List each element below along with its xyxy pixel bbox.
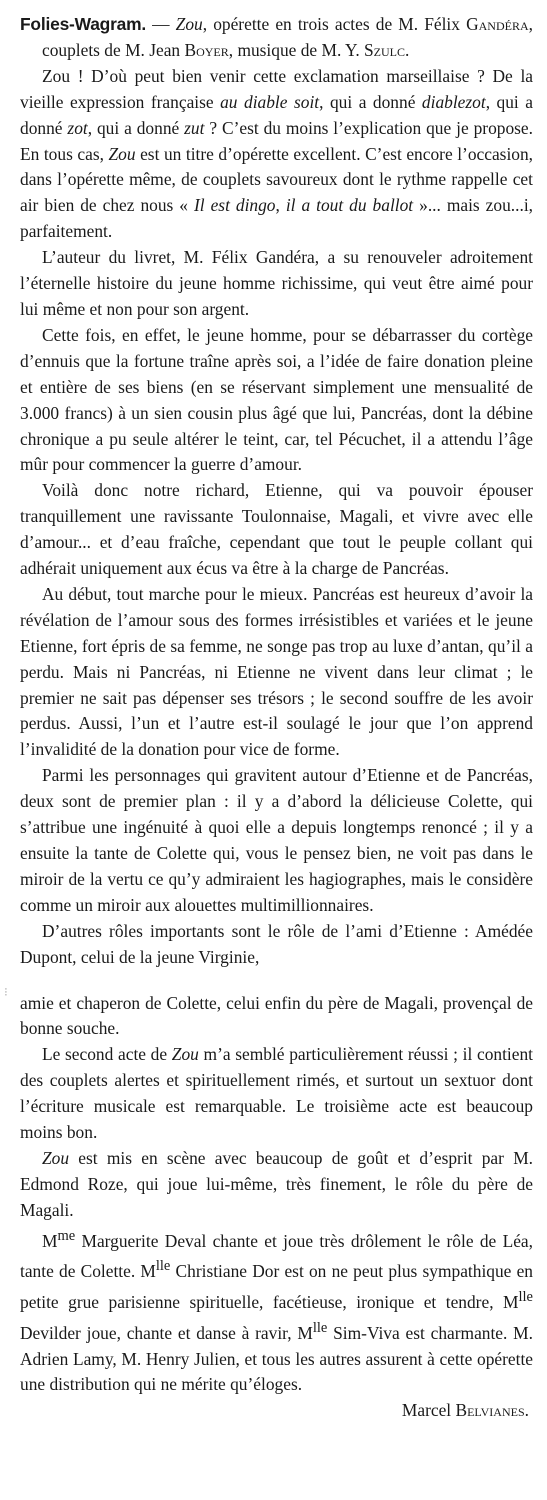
article-column [20, 12, 533, 1424]
venue-name: Folies-Wagram. [20, 14, 147, 34]
paragraph-cast: $M^{me}$ Marguerite Deval chante et joue très drôlement le rôle de Léa, tante de Colette. $M^{lle}$ Christiane Dor est on ne peut plus sympathique en petite grue parisienne spirituelle, facétieuse, ironique et tendre, $M^{lle}$ Devilder joue, chante et danse à ravir, $M^{lle}$ Sim-Viva est charmante. M. Adrien Lamy, M. Henry Julien, et tous les autres assurent à cette opérette une distribution qui ne mérite qu’éloges. [20, 1227, 533, 1395]
column-gap [20, 971, 533, 991]
paragraph-plot: Cette fois, en effet, le jeune homme, pour se débarrasser du cortège d’ennuis que la fortune traîne après soi, a l’idée de faire donation pleine et entière de ses biens (en se réservant simplement une mensualité de 3.000 francs) à un sien cousin plus âgé que lui, Pancréas, dont la débine chronique a pu seule altérer le teint, car, tel Pécuchet, il a attendu l’âge mûr pour commencer la guerre d’amour. [20, 324, 533, 475]
composer-name: Szulc [364, 39, 406, 60]
margin-mark: ⁝ [4, 985, 8, 999]
paragraph-debut: Au début, tout marche pour le mieux. Pancréas est heureux d’avoir la révélation de l’amour sous des formes irrésistibles et variées et le jeune Etienne, fort épris de sa femme, ne songe pas trop au luxe d’antan, qu’il a perdu. Mais ni Pancréas, ni Etienne ne vivent dans leur climat ; le premier ne sait pas dépenser ses trésors ; le second souffre de les avoir perdus. Aussi, l’un et l’autre est-il soulagé le jour que l’on apprend l’invalidité de la donation pour vice de forme. [20, 583, 533, 760]
author-name: Gandéra [466, 14, 529, 34]
paragraph-libretto: L’auteur du livret, M. Félix Gandéra, a su renouveler adroitement l’éternelle histoire du jeune homme richissime, qui veut être aimé pour lui même et non pour son argent. [20, 247, 533, 319]
lyricist-name: Boyer [184, 39, 229, 60]
paragraph-second-act: Le second acte de Zou m’a semblé particulièrement réussi ; il contient des couplets alertes et spirituellement rimés, et surtout un sextuor dont l’écriture musicale est remarquable. Le troisième acte est beaucoup moins bon. [20, 1044, 533, 1143]
paragraph-etienne: Voilà donc notre richard, Etienne, qui va pouvoir épouser tranquillement une ravissante Toulonnaise, Magali, et vivre avec elle d’amour... et d’eau fraîche, cependant que tout le peuple collant qui adhérait uniquement aux écus va être à la charge de Pancréas. [20, 480, 533, 579]
paragraph-other-roles-cont: amie et chaperon de Colette, celui enfin du père de Magali, provençal de bonne souche. [20, 992, 533, 1039]
paragraph-other-roles: D’autres rôles importants sont le rôle de l’ami d’Etienne : Amédée Dupont, celui de la jeune Virginie, [20, 920, 533, 967]
paragraph-origin: Zou ! D’où peut bien venir cette exclamation marseillaise ? De la vieille expression française au diable soit, qui a donné diablezot, qui a donné zot, qui a donné zut ? C’est du moins l’explication que je propose. En tous cas, Zou est un titre d’opérette excellent. C’est encore l’occasion, dans l’opérette même, de couplets savoureux dont le rythme rappelle cet air bien de chez nous « Il est dingo, il a tout du ballot »... mais zou...i, parfaitement. [20, 65, 534, 242]
paragraph-characters: Parmi les personnages qui gravitent autour d’Etienne et de Pancréas, deux sont de premier plan : il y a d’abord la délicieuse Colette, qui s’attribue une ingénuité à quoi elle a depuis longtemps renoncé ; il y a ensuite la tante de Colette qui, vous le pensez bien, ne voit pas dans le miroir de la vertu ce qu’y admiraient les hagiographes, mais le considère comme un miroir aux alouettes multimillionnaires. [20, 765, 533, 915]
review-heading: Folies-Wagram. — Zou, opérette en trois actes de M. Félix Gandéra, couplets de M. Jean Boyer, musique de M. Y. Szulc. [20, 14, 533, 60]
paragraph-staging: Zou est mis en scène avec beaucoup de goût et d’esprit par M. Edmond Roze, qui joue lui-même, très finement, le rôle du père de Magali. [20, 1147, 533, 1220]
operetta-title: Zou [175, 14, 203, 34]
signature: Marcel Belvianes. [401, 1400, 529, 1421]
